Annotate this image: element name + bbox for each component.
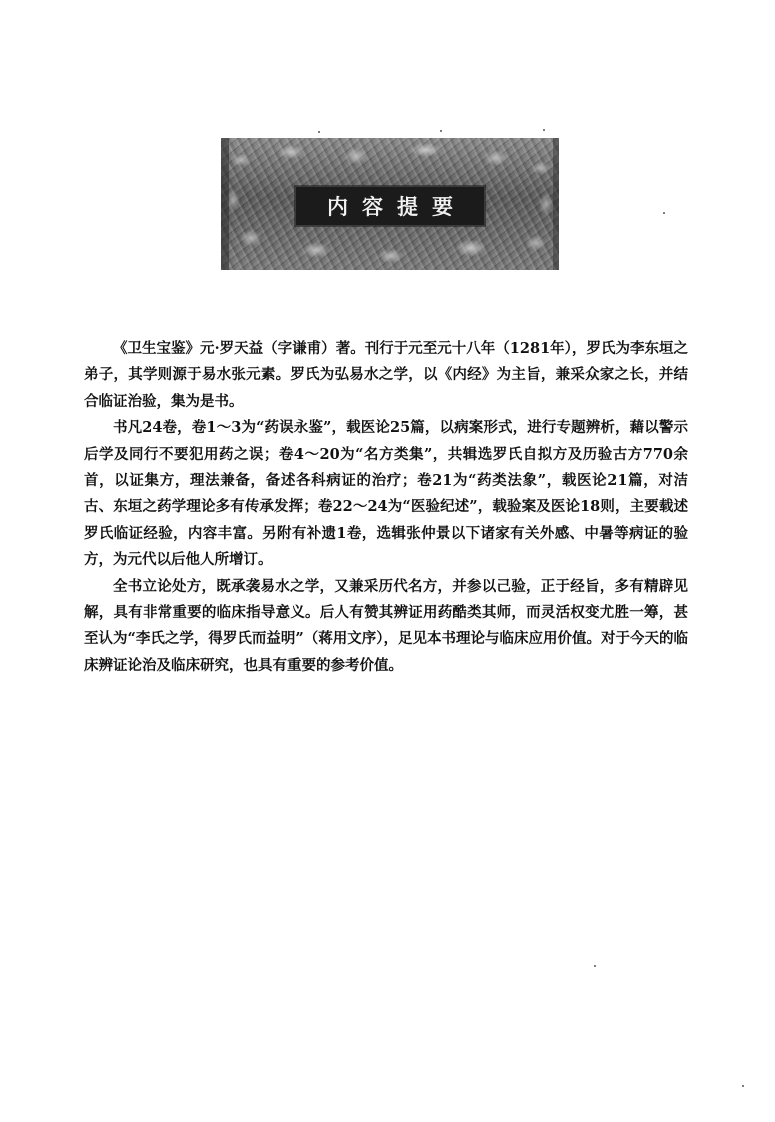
scan-speck: [663, 212, 665, 214]
stone-relief-banner: [221, 138, 559, 270]
scan-speck: [440, 130, 442, 132]
paragraph-contents: 书凡24卷，卷1～3为“药误永鉴”，载医论25篇，以病案形式，进行专题辨析，藉以警示后学及同行不要犯用药之误；卷4～20为“名方类集”，共辑选罗氏自拟方及历验古方770余首，以证集方，理法兼备，备述各科病证的治疗；卷21为“药类法象”，载医论21篇，对洁古、东垣之药学理论多有传承发挥；卷22～24为“医验纪述”，载验案及医论18则，主要载述罗氏临证经验，内容丰富。另附有补遗1卷，选辑张仲景以下诸家有关外感、中暑等病证的验方，为元代以后他人所增订。: [84, 419, 688, 569]
paragraph-value: 全书立论处方，既承袭易水之学，又兼采历代名方，并参以己验，正于经旨，多有精辟见解，具有非常重要的临床指导意义。后人有赞其辨证用药酷类其师，而灵活权变尤胜一筹，甚至认为“李氏之学，得罗氏而益明”（蒋用文序），足见本书理论与临床应用价值。对于今天的临床辨证论治及临床研究，也具有重要的参考价值。: [84, 577, 688, 674]
banner-title-plate: [295, 186, 485, 226]
scan-speck: [543, 129, 545, 131]
banner-title: 内容提要: [327, 194, 467, 219]
summary-text: [84, 336, 688, 679]
scan-speck: [742, 1085, 744, 1087]
paragraph-overview: 《卫生宝鉴》元·罗天益（字谦甫）著。刊行于元至元十八年（1281年），罗氏为李东垣之弟子，其学则源于易水张元素。罗氏为弘易水之学，以《内经》为主旨，兼采众家之长，并结合临证治验，集为是书。: [84, 340, 688, 410]
scan-speck: [318, 131, 320, 133]
scan-speck: [594, 965, 596, 967]
